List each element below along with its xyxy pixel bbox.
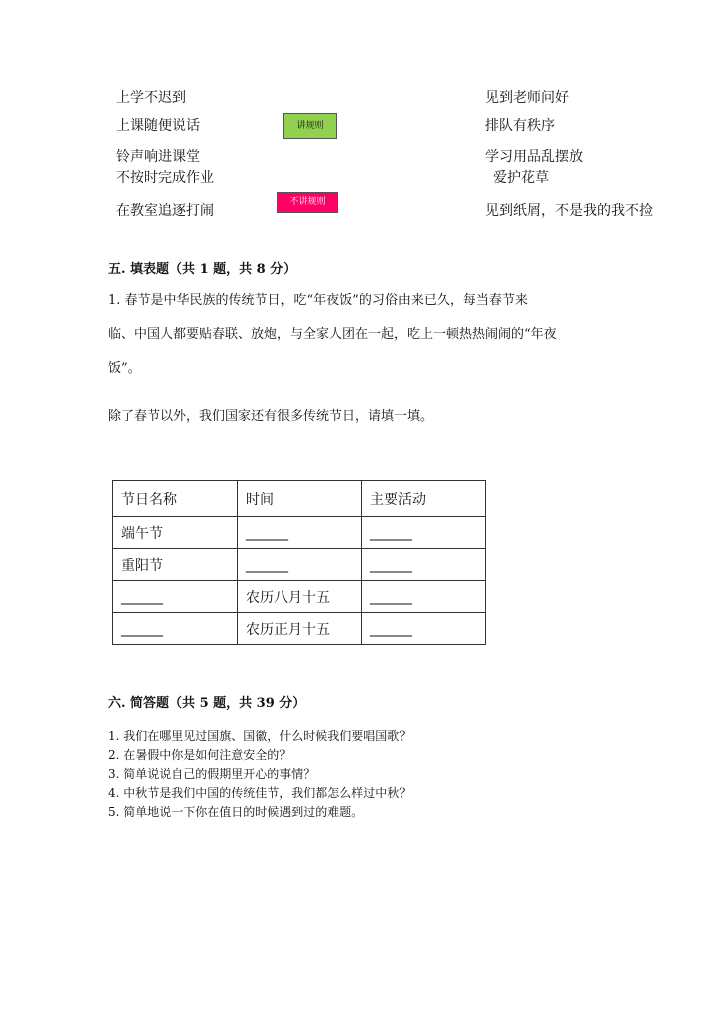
table-cell: 农历八月十五	[238, 581, 362, 613]
right-item: 见到老师问好	[485, 90, 569, 106]
right-item: 见到纸屑，不是我的我不捡	[485, 203, 653, 219]
table-cell-blank[interactable]: ______	[238, 517, 362, 549]
table-header-cell: 节日名称	[113, 481, 238, 517]
good-rule-badge: 讲规则	[283, 113, 337, 139]
table-header-cell: 主要活动	[362, 481, 486, 517]
section-5-title: 五. 填表题（共 1 题，共 8 分）	[108, 262, 297, 277]
table-cell-blank[interactable]: ______	[362, 581, 486, 613]
paragraph-line: 1. 春节是中华民族的传统节日，吃“年夜饭”的习俗由来已久，每当春节来	[108, 293, 528, 308]
question-item: 1. 我们在哪里见过国旗、国徽，什么时候我们要唱国歌？	[108, 729, 412, 743]
table-cell: 端午节	[113, 517, 238, 549]
question-item: 2. 在暑假中你是如何注意安全的？	[108, 748, 292, 762]
table-header-cell: 时间	[238, 481, 362, 517]
table-cell-blank[interactable]: ______	[362, 613, 486, 645]
right-item: 排队有秩序	[485, 118, 555, 134]
section-6-title: 六. 简答题（共 5 题，共 39 分）	[108, 696, 306, 711]
table-header-row	[113, 481, 486, 517]
left-item: 在教室追逐打闹	[116, 203, 214, 219]
left-item: 上课随便说话	[116, 118, 200, 134]
table-instruction: 除了春节以外，我们国家还有很多传统节日，请填一填。	[108, 409, 434, 424]
question-item: 3. 简单说说自己的假期里开心的事情？	[108, 767, 316, 781]
table-cell: 重阳节	[113, 549, 238, 581]
left-item: 不按时完成作业	[116, 170, 214, 186]
table-row	[113, 613, 486, 645]
table-row	[113, 581, 486, 613]
question-item: 5. 简单地说一下你在值日的时候遇到过的难题。	[108, 805, 364, 819]
table-row	[113, 517, 486, 549]
paragraph-line: 临、中国人都要贴春联、放炮，与全家人团在一起，吃上一顿热热闹闹的“年夜	[108, 327, 557, 342]
table-cell-blank[interactable]: ______	[362, 549, 486, 581]
festival-table	[112, 480, 486, 645]
bad-rule-badge: 不讲规则	[277, 192, 338, 213]
right-item: 学习用品乱摆放	[485, 149, 583, 165]
table-cell-blank[interactable]: ______	[362, 517, 486, 549]
right-item: 爱护花草	[493, 170, 549, 186]
left-item: 上学不迟到	[116, 90, 186, 106]
table-cell-blank[interactable]: ______	[113, 581, 238, 613]
table-cell-blank[interactable]: ______	[238, 549, 362, 581]
table-cell-blank[interactable]: ______	[113, 613, 238, 645]
question-item: 4. 中秋节是我们中国的传统佳节，我们都怎么样过中秋？	[108, 786, 412, 800]
paragraph-line: 饭”。	[108, 361, 141, 376]
table-cell: 农历正月十五	[238, 613, 362, 645]
left-item: 铃声响进课堂	[116, 149, 200, 165]
table-row	[113, 549, 486, 581]
